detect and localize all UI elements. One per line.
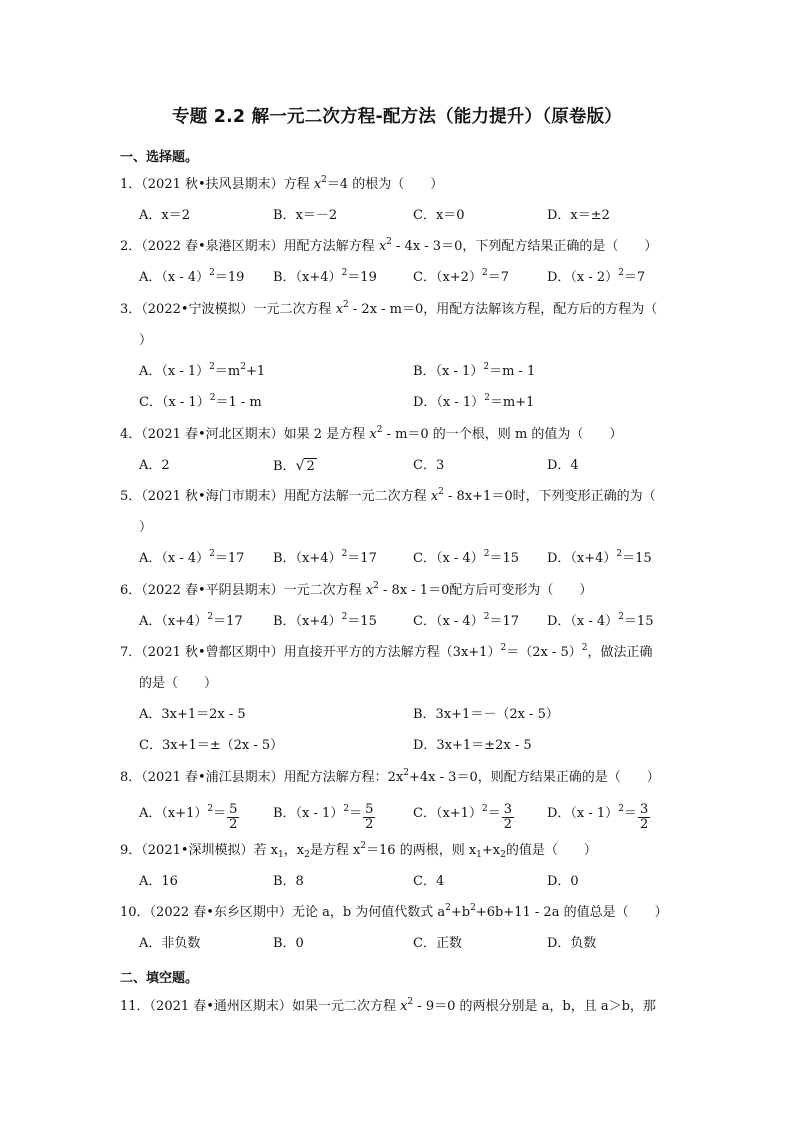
q10-option-c: C．正数 [413, 936, 462, 951]
fraction: $\frac{5}{2}$ [229, 802, 238, 832]
question-3: 3．（2022•宁波模拟）一元二次方程 $x^2 - 2x - m=0$，用配方法解该方程，配方后的方程为（ [120, 300, 658, 317]
section-heading-choice: 一、选择题。 [120, 150, 199, 165]
question-3-continuation: ） [139, 333, 153, 348]
q7-option-c: C．3x+1＝±（2x - 5） [139, 738, 284, 753]
fraction: $\frac{5}{2}$ [365, 802, 374, 832]
q9-option-a: A．16 [139, 874, 178, 889]
fraction: $\frac{3}{2}$ [503, 802, 512, 832]
q8-option-a: A．$(x+1)^2=$ $\frac{5}{2}$ [139, 802, 238, 832]
page-title: 专题 2.2 解一元二次方程-配方法（能力提升）（原卷版） [172, 107, 622, 127]
q1-option-c: C．x＝0 [413, 208, 465, 223]
section-heading-fill: 二、填空题。 [120, 971, 199, 986]
q8-option-c: C．$(x+1)^2=$ $\frac{3}{2}$ [413, 802, 512, 832]
q9-option-b: B．8 [273, 874, 304, 889]
q2-option-b: B．$(x+4)^2=19$ [273, 268, 377, 285]
question-7: 7．（2021 秋•曾都区期中）用直接开平方的方法解方程$(3x+1)^2=(2x - 5)^2$，做法正确 [120, 643, 653, 660]
q6-option-d: D．（x - 4）$^2$＝15 [547, 612, 654, 629]
q10-option-a: A．非负数 [139, 936, 201, 951]
question-7-continuation: 的是（ ） [139, 676, 218, 691]
question-4: 4．（2021 春•河北区期末）如果 2 是方程 $x^2 - m=0$ 的一个根，则 m 的值为（ ） [120, 425, 623, 442]
question-5: 5．（2021 秋•海门市期末）用配方法解一元二次方程 $x^2 - 8x+1=0$时，下列变形正确的为（ [120, 487, 656, 504]
q1-option-d: D．x＝±2 [547, 208, 610, 223]
q2-option-c: C．$(x+2)^2=7$ [413, 268, 509, 285]
q4-option-d: D．4 [547, 458, 579, 473]
question-source: （2021 秋•扶风县期末） [141, 177, 284, 192]
q3-option-d: D．（x - 1）$^2$＝m+1 [413, 393, 535, 410]
question-2: 2．（2022 春•泉港区期末）用配方法解方程 $x^2 - 4x - 3=0$，下列配方结果正确的是（ ） [120, 237, 658, 254]
q4-option-a: A．2 [139, 458, 170, 473]
q4-option-c: C．3 [413, 458, 445, 473]
q6-option-c: C．（x - 4）$^2$＝17 [413, 612, 519, 629]
q3-option-a: A．$(x - 1)^2=m^2+1$ [139, 362, 266, 379]
question-10: 10．（2022 春•东乡区期中）无论 a，b 为何值代数式 $a^2+b^2+6b+11 - 2a$ 的值总是（ ） [120, 903, 668, 920]
q1-option-b: B．x＝－2 [273, 208, 338, 223]
q8-option-d: D．（x - 1）$^2$＝ $\frac{3}{2}$ [547, 802, 649, 832]
q5-option-d: D．$(x+4)^2=15$ [547, 549, 652, 566]
q7-option-a: A．3x+1＝2x - 5 [139, 707, 246, 722]
q7-option-b: B．3x+1＝－（2x - 5） [413, 707, 559, 722]
q2-option-d: D．（x - 2）$^2$＝7 [547, 268, 646, 285]
question-9: 9．（2021•深圳模拟）若 $x_1$，$x_2$是方程 $x^2=16$ 的两根，则 $x_1+x_2$的值是（ ） [120, 841, 597, 860]
q6-option-b: B．$(x+4)^2=15$ [273, 612, 377, 629]
question-1: 1．（2021 秋•扶风县期末）方程 $x^2=4$ 的根为（ ） [120, 175, 444, 192]
q9-option-d: D．0 [547, 874, 579, 889]
q1-option-a: A．x＝2 [139, 208, 190, 223]
q10-option-b: B．0 [273, 936, 304, 951]
q6-option-a: A．$(x+4)^2=17$ [139, 612, 243, 629]
question-6: 6．（2022 春•平阴县期末）一元二次方程 $x^2 - 8x - 1=0$配方后可变形为（ ） [120, 581, 593, 598]
question-8: 8．（2021 春•浦江县期末）用配方法解方程：$2x^2+4x - 3=0$，则配方结果正确的是（ ） [120, 768, 660, 785]
q7-option-d: D．3x+1＝±2x - 5 [413, 738, 532, 753]
q5-option-a: A．（x - 4）$^2$＝17 [139, 549, 245, 566]
q4-option-b: B．√ 2 [273, 458, 315, 474]
q8-option-b: B．（x - 1）$^2$＝ $\frac{5}{2}$ [273, 802, 374, 832]
fraction: $\frac{3}{2}$ [639, 802, 649, 832]
q2-option-a: A．（x - 4）$^2$＝19 [139, 268, 245, 285]
q9-option-c: C．4 [413, 874, 445, 889]
question-5-continuation: ） [139, 520, 153, 535]
q3-option-c: C．（x - 1）$^2$＝1 - m [139, 393, 262, 410]
q3-option-b: B．（x - 1）$^2$＝m - 1 [413, 362, 536, 379]
question-11: 11．（2021 春•通州区期末）如果一元二次方程 $x^2 - 9=0$ 的两根分别是 a，b，且 a＞b，那 [120, 997, 656, 1014]
sqrt-symbol: √ 2 [295, 458, 315, 474]
q10-option-d: D．负数 [547, 936, 597, 951]
q5-option-c: C．（x - 4）$^2$＝15 [413, 549, 519, 566]
question-number: 1． [120, 177, 142, 192]
q5-option-b: B．$(x+4)^2=17$ [273, 549, 377, 566]
